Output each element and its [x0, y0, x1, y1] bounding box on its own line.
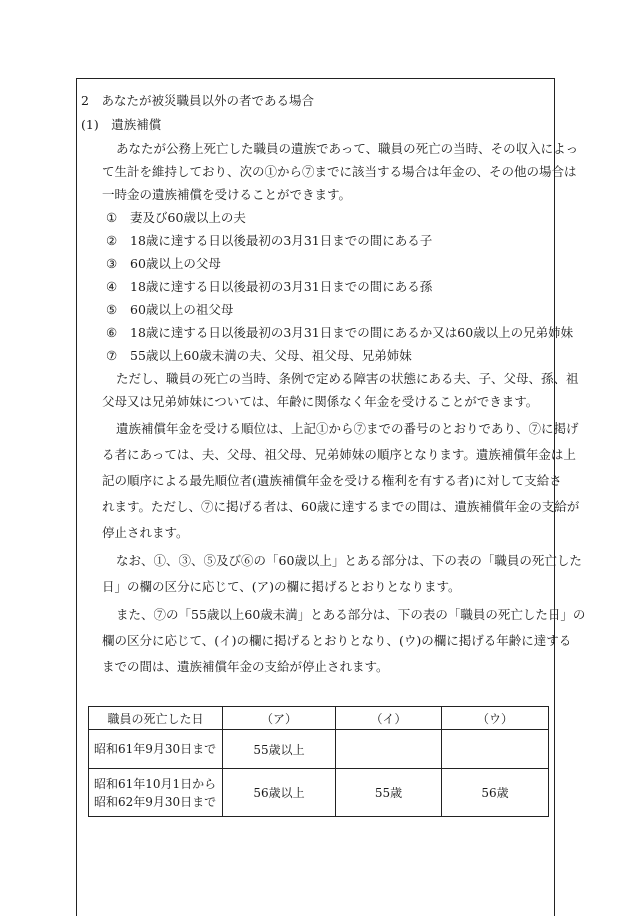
list-item-text: 18歳に達する日以後最初の3月31日までの間にある孫 — [130, 279, 433, 294]
cell-date — [89, 730, 223, 769]
cell-a: 55歳以上 — [223, 730, 336, 769]
intro-line-2: て生計を維持しており、次の①から⑦までに該当する場合は年金の、その他の場合は — [102, 164, 577, 179]
para2-line-3: 記の順序による最先順位者(遺族補償年金を受ける権利を有する者)に対して支給さ — [102, 473, 562, 488]
list-item-text: 18歳に達する日以後最初の3月31日までの間にある子 — [130, 233, 433, 248]
para3-line-1: なお、①、③、⑤及び⑥の「60歳以上」とある部分は、下の表の「職員の死亡した — [116, 553, 582, 568]
para2-line-1: 遺族補償年金を受ける順位は、上記①から⑦までの番号のとおりであり、⑦に掲げ — [116, 421, 579, 436]
header-date: 職員の死亡した日 — [89, 707, 223, 730]
list-item-num: ② — [106, 233, 118, 248]
list-item-text: 55歳以上60歳未満の夫、父母、祖父母、兄弟姉妹 — [130, 348, 412, 363]
para2-line-5: 停止されます。 — [102, 525, 189, 540]
cell-c: 56歳 — [442, 769, 549, 817]
table-row — [89, 730, 549, 769]
list-item-num: ④ — [106, 279, 118, 294]
list-item-text: 60歳以上の父母 — [130, 256, 221, 271]
cell-date-line: 昭和62年9月30日まで — [94, 794, 217, 809]
para4-line-1: また、⑦の「55歳以上60歳未満」とある部分は、下の表の「職員の死亡した日」の — [116, 607, 586, 622]
list-item-num: ⑥ — [106, 325, 118, 340]
header-a: （ア） — [223, 707, 336, 730]
age-table — [88, 706, 549, 817]
header-c: （ウ） — [442, 707, 549, 730]
cell-b: 55歳 — [336, 769, 442, 817]
list-item-text: 18歳に達する日以後最初の3月31日までの間にあるか又は60歳以上の兄弟姉妹 — [130, 325, 574, 340]
list-item-text: 60歳以上の祖父母 — [130, 302, 234, 317]
section-heading: 2 あなたが被災職員以外の者である場合 — [81, 93, 314, 108]
cell-date-line: 昭和61年9月30日まで — [94, 742, 217, 756]
cell-c — [442, 730, 549, 769]
header-b: （イ） — [336, 707, 442, 730]
intro-line-1: あなたが公務上死亡した職員の遺族であって、職員の死亡の当時、その収入によっ — [116, 141, 579, 156]
para2-line-2: る者にあっては、夫、父母、祖父母、兄弟姉妹の順序となります。遺族補償年金は上 — [102, 447, 576, 462]
para1-line-2: 父母又は兄弟姉妹については、年齢に関係なく年金を受けることができます。 — [102, 394, 539, 409]
table-header-row — [89, 707, 549, 730]
list-item-num: ⑦ — [106, 348, 118, 363]
para2-line-4: れます。ただし、⑦に掲げる者は、60歳に達するまでの間は、遺族補償年金の支給が — [102, 499, 580, 514]
para3-line-2: 日」の欄の区分に応じて、(ア)の欄に掲げるとおりとなります。 — [102, 579, 461, 594]
intro-line-3: 一時金の遺族補償を受けることができます。 — [102, 187, 352, 202]
para4-line-3: までの間は、遺族補償年金の支給が停止されます。 — [102, 659, 389, 674]
list-item-num: ③ — [106, 256, 118, 271]
list-item-num: ① — [106, 210, 118, 225]
cell-b — [336, 730, 442, 769]
list-item-text: 妻及び60歳以上の夫 — [130, 210, 246, 225]
cell-date — [89, 769, 223, 817]
list-item-num: ⑤ — [106, 302, 118, 317]
cell-a: 56歳以上 — [223, 769, 336, 817]
para1-line-1: ただし、職員の死亡の当時、条例で定める障害の状態にある夫、子、父母、孫、祖 — [116, 371, 579, 386]
subsection-heading: (1) 遺族補償 — [81, 117, 162, 132]
cell-date-line: 昭和61年10月1日から — [94, 776, 217, 791]
table-row — [89, 769, 549, 817]
para4-line-2: 欄の区分に応じて、(イ)の欄に掲げるとおりとなり、(ウ)の欄に掲げる年齢に達する — [102, 633, 572, 648]
